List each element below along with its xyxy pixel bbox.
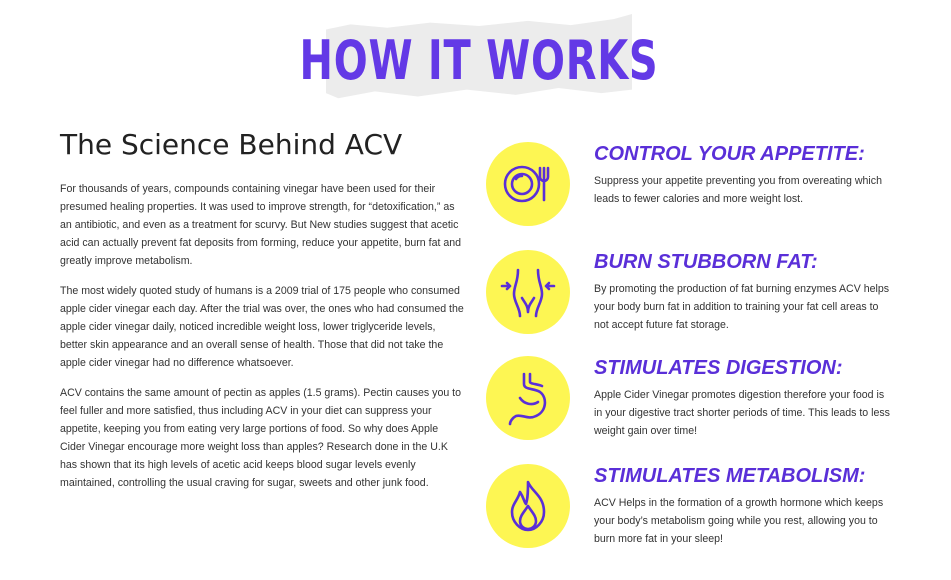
feature-title: BURN STUBBORN FAT:: [594, 251, 818, 273]
feature-description: ACV Helps in the formation of a growth hormone which keeps your body’s metabolism going while you rest, allowing you to burn more fat in your sleep!: [594, 497, 884, 545]
science-title: The Science Behind ACV: [60, 128, 403, 161]
stomach-icon: [486, 356, 570, 440]
feature-description: Apple Cider Vinegar promotes digestion therefore your food is in your digestive tract shorter periods of time. This leads to less weight gain over time!: [594, 389, 890, 437]
feature-description: By promoting the production of fat burning enzymes ACV helps your body burn fat in addition to training your fat cell areas to not accept future fat storage.: [594, 283, 890, 331]
science-paragraph-2: The most widely quoted study of humans is a 2009 trial of 175 people who consumed apple cider vinegar each day. After the trial was over, the ones who had consumed the apple cider vinegar daily, noticed incredible weight loss, lower triglyceride levels, better skin appearance and an overall sense of health. Those that did not take the apple cider vinegar had no difference whatsoever.: [60, 285, 464, 369]
feature-title: STIMULATES METABOLISM:: [594, 465, 866, 487]
how-it-works-title: HOW IT WORKS: [299, 29, 659, 92]
plate-fork-icon: [486, 142, 570, 226]
feature-description: Suppress your appetite preventing you from overeating which leads to fewer calories and more weight lost.: [594, 175, 882, 205]
flame-icon: [486, 464, 570, 548]
science-paragraph-3: ACV contains the same amount of pectin as apples (1.5 grams). Pectin causes you to feel fuller and more satisfied, thus including ACV in your diet can suppress your appetite, keeping you from eating very large portions of food. So why does Apple Cider Vinegar encourage more weight loss than apples? Research done in the U.K has shown that its high levels of acetic acid keeps blood sugar levels evenly maintained, controlling the usual craving for sugar, sweets and other junk food.: [60, 387, 462, 489]
feature-title: STIMULATES DIGESTION:: [594, 357, 843, 379]
waist-icon: [486, 250, 570, 334]
feature-title: CONTROL YOUR APPETITE:: [594, 143, 865, 165]
science-paragraph-1: For thousands of years, compounds containing vinegar have been used for their presumed healing properties. It was used to improve strength, for “detoxification,” as an antibiotic, and even as a treatment for scurvy. But New studies suggest that acetic acid can actually prevent fat deposits from forming, reduce your appetite, burn fat and greatly improve metabolism.: [60, 183, 462, 267]
science-section: [60, 128, 464, 504]
